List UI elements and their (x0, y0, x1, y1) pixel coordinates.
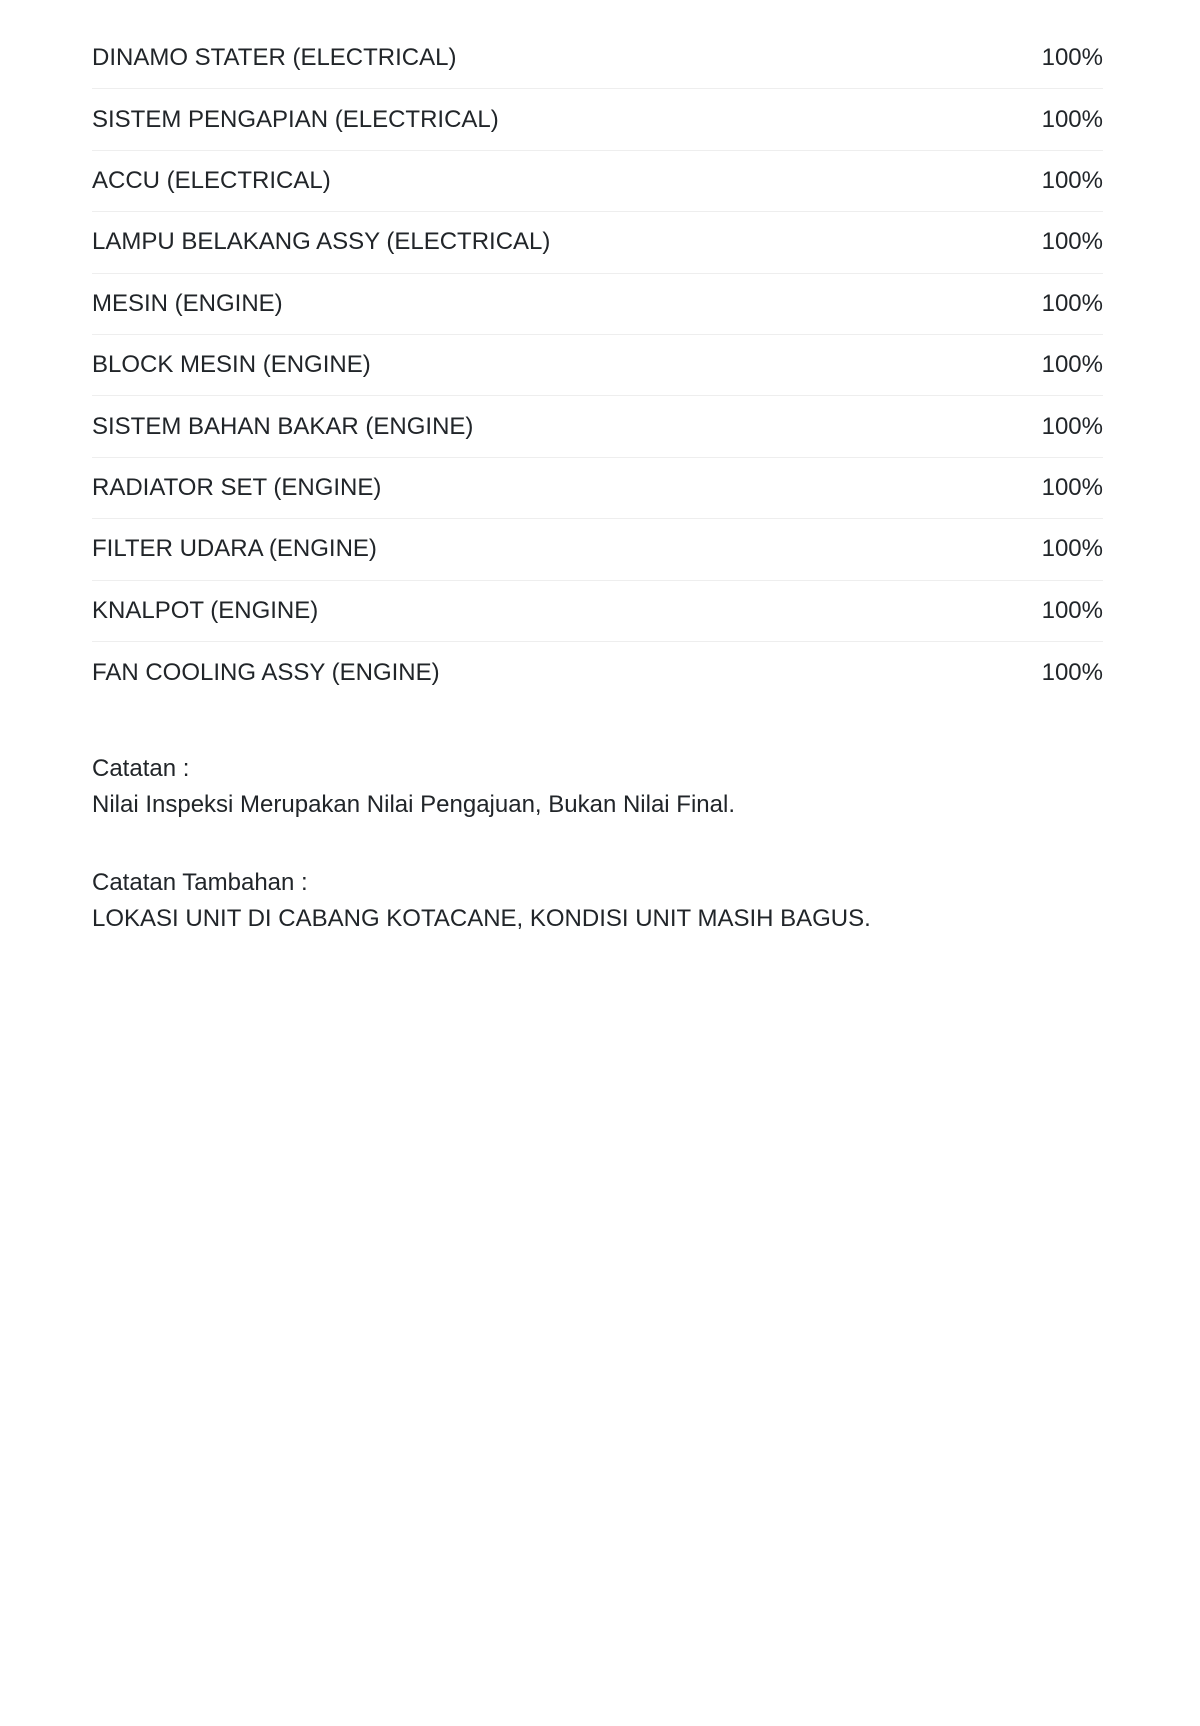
inspection-item-label: MESIN (ENGINE) (92, 289, 283, 317)
inspection-row (92, 274, 1103, 335)
inspection-item-label: SISTEM PENGAPIAN (ELECTRICAL) (92, 105, 499, 133)
inspection-row (92, 28, 1103, 89)
inspection-item-score: 100% (1041, 105, 1103, 133)
inspection-row (92, 335, 1103, 396)
inspection-row (92, 458, 1103, 519)
inspection-row (92, 519, 1103, 580)
inspection-row (92, 212, 1103, 273)
inspection-item-label: FAN COOLING ASSY (ENGINE) (92, 658, 440, 686)
inspection-item-label: FILTER UDARA (ENGINE) (92, 535, 377, 563)
inspection-item-score: 100% (1041, 535, 1103, 563)
inspection-item-label: LAMPU BELAKANG ASSY (ELECTRICAL) (92, 228, 551, 256)
inspection-item-score: 100% (1041, 473, 1103, 501)
inspection-item-label: BLOCK MESIN (ENGINE) (92, 351, 371, 379)
inspection-item-score: 100% (1041, 351, 1103, 379)
inspection-item-score: 100% (1041, 412, 1103, 440)
inspection-item-score: 100% (1041, 658, 1103, 686)
inspection-item-score: 100% (1041, 228, 1103, 256)
additional-notes-body: LOKASI UNIT DI CABANG KOTACANE, KONDISI UNIT MASIH BAGUS. (92, 905, 871, 933)
additional-notes-title: Catatan Tambahan : (92, 869, 308, 897)
inspection-item-score: 100% (1041, 596, 1103, 624)
additional-notes-section (92, 865, 1103, 937)
inspection-row (92, 642, 1103, 703)
inspection-item-score: 100% (1041, 44, 1103, 72)
inspection-item-label: SISTEM BAHAN BAKAR (ENGINE) (92, 412, 474, 440)
inspection-item-label: KNALPOT (ENGINE) (92, 596, 319, 624)
inspection-row (92, 581, 1103, 642)
inspection-item-score: 100% (1041, 166, 1103, 194)
inspection-row (92, 396, 1103, 457)
inspection-item-label: DINAMO STATER (ELECTRICAL) (92, 44, 457, 72)
inspection-item-label: ACCU (ELECTRICAL) (92, 166, 331, 194)
inspection-report (92, 28, 1103, 937)
inspection-item-score: 100% (1041, 289, 1103, 317)
notes-title: Catatan : (92, 755, 190, 783)
inspection-row (92, 151, 1103, 212)
notes-section (92, 751, 1103, 823)
inspection-item-label: RADIATOR SET (ENGINE) (92, 473, 382, 501)
inspection-row (92, 89, 1103, 150)
notes-body: Nilai Inspeksi Merupakan Nilai Pengajuan, Bukan Nilai Final. (92, 791, 735, 819)
inspection-score-list (92, 28, 1103, 703)
